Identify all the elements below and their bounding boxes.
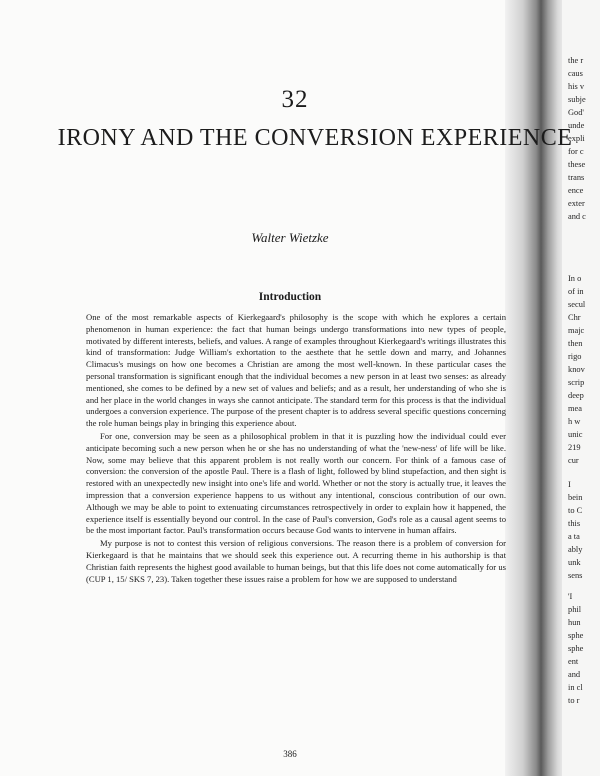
- section-heading: Introduction: [258, 291, 322, 303]
- facing-line: these: [568, 160, 586, 169]
- facing-line: to r: [568, 696, 580, 705]
- facing-line: a ta: [568, 532, 580, 541]
- facing-line: rigo: [568, 352, 582, 361]
- facing-line: hun: [568, 618, 581, 627]
- facing-line: sphe: [568, 644, 584, 653]
- facing-line: ence: [568, 186, 584, 195]
- facing-line: secul: [568, 300, 586, 309]
- facing-line: cur: [568, 456, 579, 465]
- facing-line: sens: [568, 571, 583, 580]
- paragraph: My purpose is not to contest this version of religious conversions. The reason there is a problem of conversion for Kierkegaard is that he maintains that we should seek this experience out. A recurring theme in his authorship is that Christian faith represents the highest good available to human beings, but that this life does not come automatically for us (CUP 1, 15/ SKS 7, 23). Taken together these issues raise a problem for how we are supposed to understand: [86, 538, 506, 584]
- facing-line: sphe: [568, 631, 584, 640]
- facing-line: unde: [568, 121, 585, 130]
- facing-line: ably: [568, 545, 583, 554]
- facing-line: and: [568, 670, 581, 679]
- facing-line: the r: [568, 56, 584, 65]
- facing-line: expli: [568, 134, 585, 143]
- chapter-title: IRONY AND THE CONVERSION EXPERIENCE: [57, 125, 573, 151]
- facing-line: knov: [568, 365, 585, 374]
- facing-line: and c: [568, 212, 586, 221]
- facing-line: In o: [568, 274, 582, 283]
- facing-line: exter: [568, 199, 585, 208]
- chapter-number: 32: [281, 86, 309, 113]
- facing-line: trans: [568, 173, 585, 182]
- facing-line: h w: [568, 417, 581, 426]
- facing-line: mea: [568, 404, 582, 413]
- facing-line: then: [568, 339, 583, 348]
- facing-line: 'I: [568, 592, 573, 601]
- facing-line: in cl: [568, 683, 583, 692]
- facing-line: subje: [568, 95, 586, 104]
- body-text: [86, 312, 506, 586]
- facing-line: to C: [568, 506, 583, 515]
- facing-line: Chr: [568, 313, 581, 322]
- facing-line: 219: [568, 443, 581, 452]
- facing-line: unic: [568, 430, 583, 439]
- facing-line: for c: [568, 147, 584, 156]
- facing-line: caus: [568, 69, 583, 78]
- facing-line: I: [568, 480, 571, 489]
- facing-line: ent: [568, 657, 579, 666]
- facing-line: scrip: [568, 378, 585, 387]
- book-gutter: [505, 0, 565, 776]
- paragraph: One of the most remarkable aspects of Kierkegaard's philosophy is the scope with which he explores a certain phenomenon in human experience: the fact that human beings undergo transformations into new types of people, motivated by different interests, beliefs, and values. A range of examples throughout Kierkegaard's writings illustrates this kind of transformation: Judge William's exhortation to the aesthete that he settle down and marry, and Johannes Climacus's musings on how one becomes a Christian are among the most well-known. In these particular cases the personal transformation is significant enough that the individual becomes a new person in at least two senses: as already mentioned, she comes to be defined by a new set of values and beliefs; and as a result, her understanding of who she is and her place in the world changes in ways she cannot anticipate. The standard term for this process is that the individual undergoes a conversion experience. The purpose of the present chapter is to address several specific questions concerning the role human beings play in bringing this experience about.: [86, 312, 506, 429]
- facing-line: unk: [568, 558, 581, 567]
- facing-line: bein: [568, 493, 583, 502]
- facing-line: majc: [568, 326, 585, 335]
- paragraph: For one, conversion may be seen as a philosophical problem in that it is puzzling how the individual could ever anticipate becoming such a new person when he or she has no understanding of what the 'new-ness' of life will be like. Now, some may believe that this apparent problem is not really worth our concern. For think of a famous case of conversion: the conversion of the apostle Paul. There is a flash of light, followed by blind stupefaction, and then sight is restored with an unexpectedly new insight into one's life and world. Whether or not the story is actually true, it leaves the impression that a conversion experience happens to us without any intentional, conscious contribution of our own. Although we may be able to point to extenuating circumstances retrospectively in order to explain how it happened, the experience itself is essentially beyond our control. In the case of Paul's conversion, God's role as a causal agent seems to be the most important factor. Paul's transformation occurs because God wants to intervene in human affairs.: [86, 430, 506, 536]
- facing-line: God': [568, 108, 584, 117]
- chapter-author: Walter Wietzke: [251, 230, 329, 245]
- page-number: 386: [283, 749, 297, 759]
- facing-line: this: [568, 519, 581, 528]
- facing-line: his v: [568, 82, 585, 91]
- facing-line: phil: [568, 605, 582, 614]
- facing-line: of in: [568, 287, 584, 296]
- facing-line: deep: [568, 391, 584, 400]
